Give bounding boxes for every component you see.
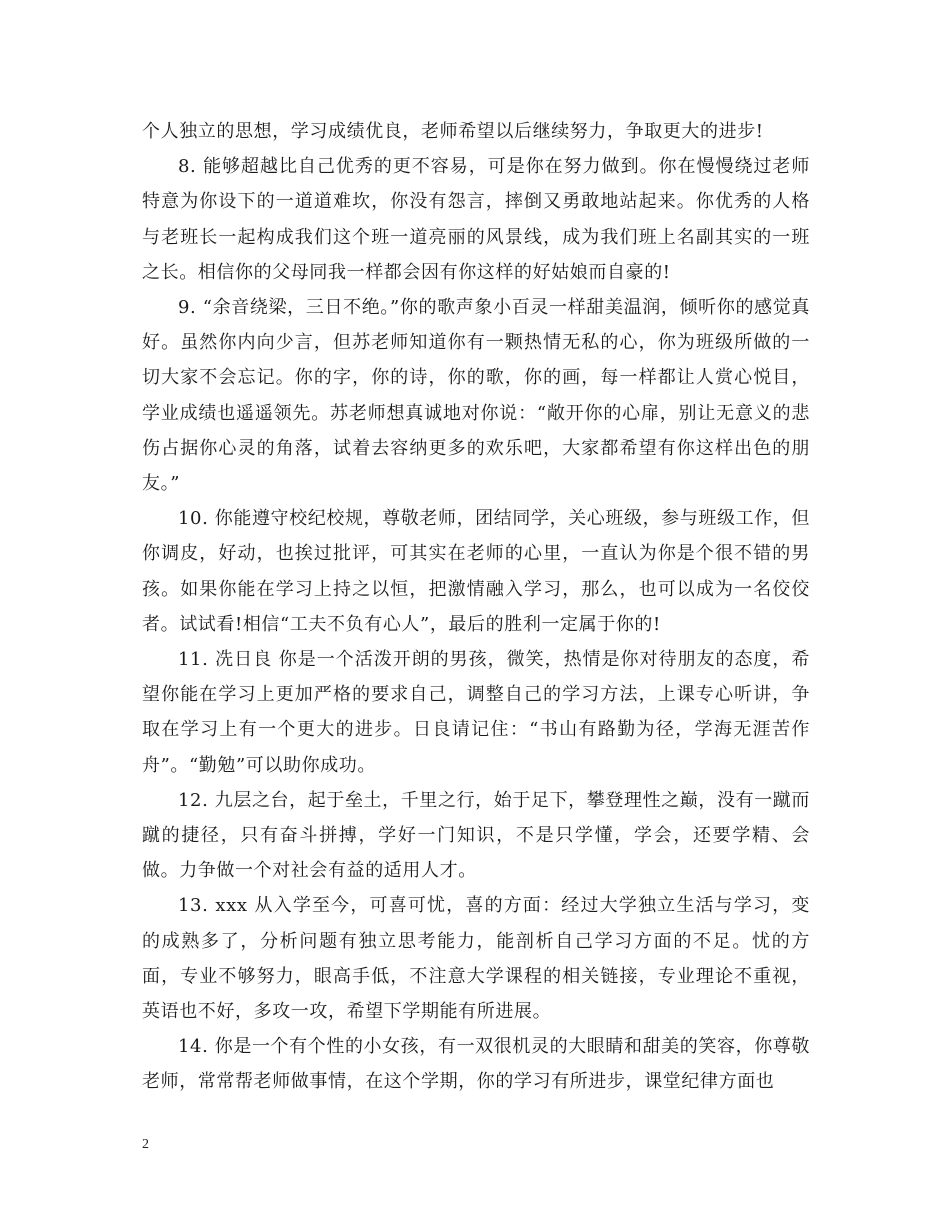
paragraph-2: 8. 能够超越比自己优秀的更不容易，可是你在努力做到。你在慢慢绕过老师特意为你设下的一道道难坎，你没有怨言，摔倒又勇敢地站起来。你优秀的人格与老班长一起构成我们这个班一道亮丽的风景线，成为我们班上名副其实的一班之长。相信你的父母同我一样都会因有你这样的好姑娘而自豪的! — [142, 156, 810, 283]
document-body — [142, 114, 810, 1100]
page-number: 2 — [142, 1137, 149, 1152]
paragraph-1: 个人独立的思想，学习成绩优良，老师希望以后继续努力，争取更大的进步! — [142, 121, 764, 142]
paragraph-3: 9. “余音绕梁，三日不绝。”你的歌声象小百灵一样甜美温润，倾听你的感觉真好。虽然你内向少言，但苏老师知道你有一颗热情无私的心，你为班级所做的一切大家不会忘记。你的字，你的诗，你的歌，你的画，每一样都让人赏心悦目，学业成绩也遥遥领先。苏老师想真诚地对你说：“敞开你的心扉，别让无意义的悲伤占据你心灵的角落，试着去容纳更多的欢乐吧，大家都希望有你这样出色的朋友。” — [142, 297, 810, 495]
paragraph-8: 14. 你是一个有个性的小女孩，有一双很机灵的大眼睛和甜美的笑容，你尊敬老师，常常帮老师做事情，在这个学期，你的学习有所进步，课堂纪律方面也 — [142, 1036, 810, 1093]
paragraph-7: 13. xxx 从入学至今，可喜可忧，喜的方面：经过大学独立生活与学习，变的成熟多了，分析问题有独立思考能力，能剖析自己学习方面的不足。忧的方面，专业不够努力，眼高手低，不注意大学课程的相关链接，专业理论不重视，英语也不好，多攻一攻，希望下学期能有所进展。 — [142, 895, 810, 1023]
paragraph-5: 11. 冼日良 你是一个活泼开朗的男孩，微笑，热情是你对待朋友的态度，希望你能在学习上更加严格的要求自己，调整自己的学习方法，上课专心听讲，争取在学习上有一个更大的进步。日良请记住：“书山有路勤为径，学海无涯苦作舟”。“勤勉”可以助你成功。 — [142, 649, 810, 776]
paragraph-6: 12. 九层之台，起于垒土，千里之行，始于足下，攀登理性之巅，没有一蹴而蹴的捷径，只有奋斗拼搏，学好一门知识，不是只学懂，学会，还要学精、会做。力争做一个对社会有益的适用人才。 — [142, 789, 810, 882]
paragraph-4: 10. 你能遵守校纪校规，尊敬老师，团结同学，关心班级，参与班级工作，但你调皮，好动，也挨过批评，可其实在老师的心里，一直认为你是个很不错的男孩。如果你能在学习上持之以恒，把激情融入学习，那么，也可以成为一名佼佼者。试试看!相信“工夫不负有心人”，最后的胜利一定属于你的! — [142, 508, 810, 635]
